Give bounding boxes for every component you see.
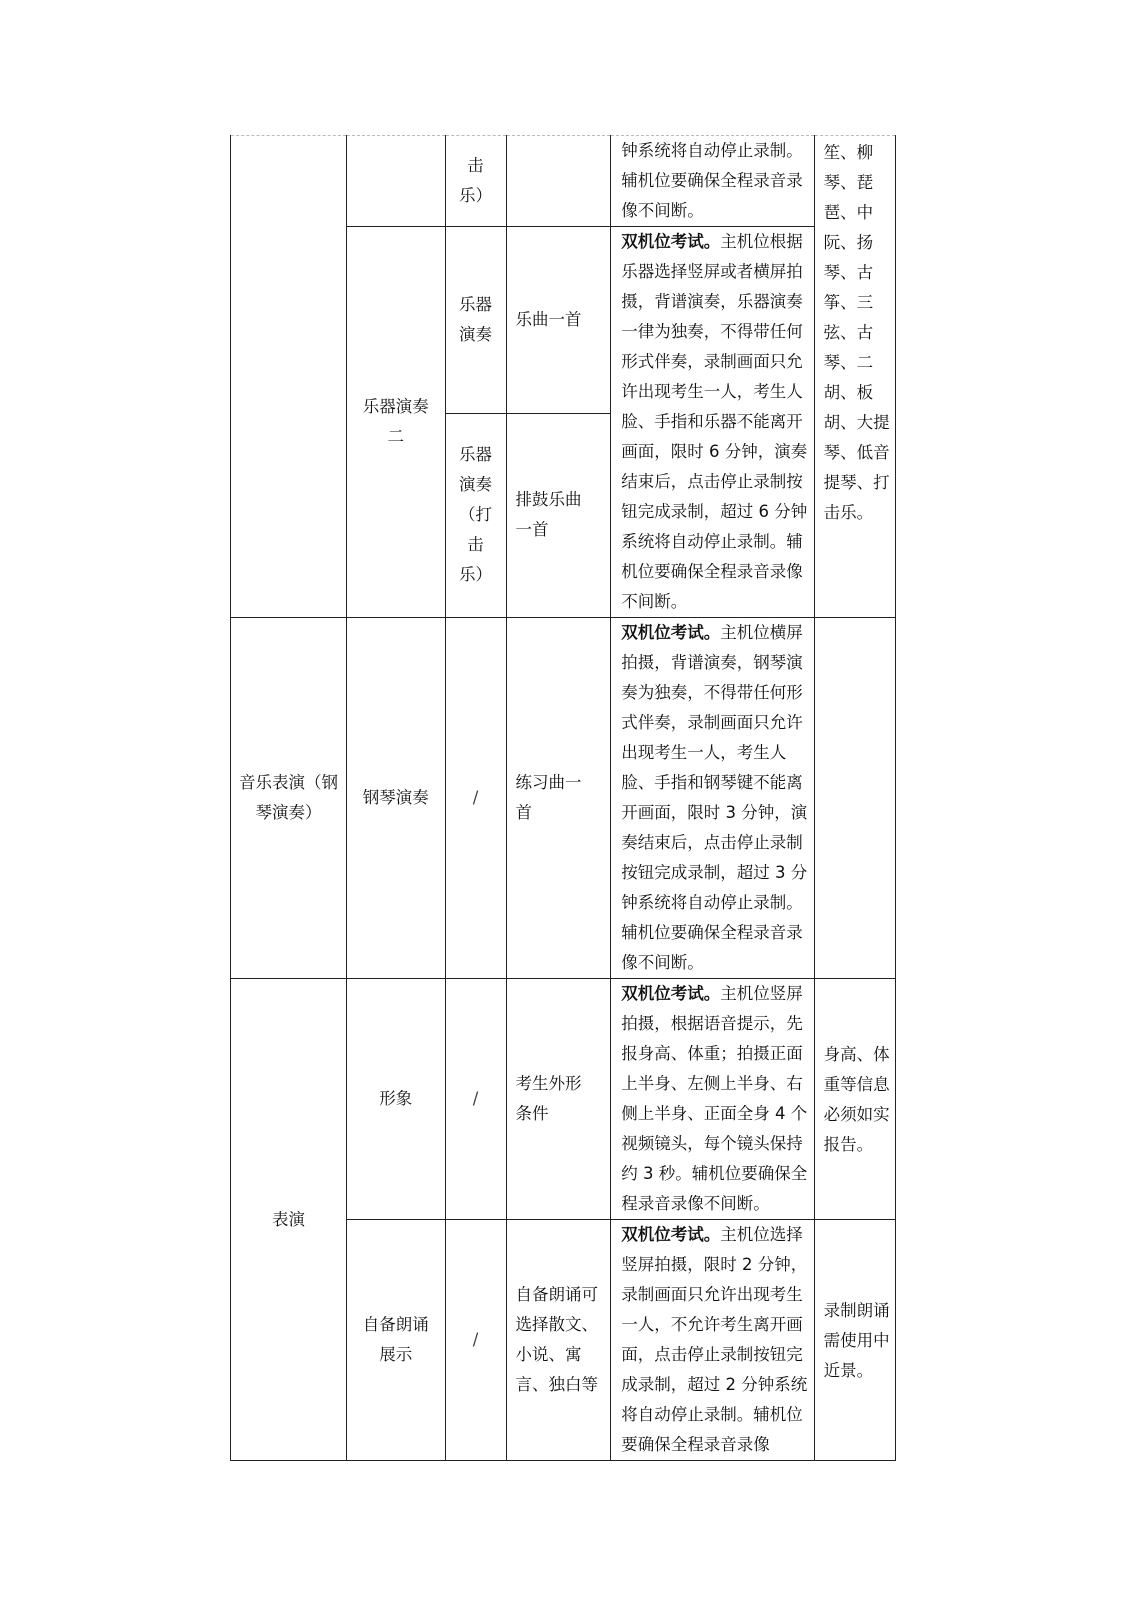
item-cell (346, 1220, 445, 1461)
note-cell (814, 136, 895, 618)
item-label: 钢琴演奏 (362, 788, 429, 807)
category-label: 表演 (271, 1209, 305, 1229)
note-cell (814, 1220, 895, 1461)
content-label: 考生外形条件 (515, 1074, 582, 1123)
category-cell (231, 136, 347, 618)
content-cell (506, 1220, 611, 1461)
requirement-cell (611, 979, 814, 1220)
note-cell (814, 618, 895, 979)
content-cell (506, 413, 611, 617)
requirement-cell (611, 227, 814, 618)
requirement-text: 钟系统将自动停止录制。辅机位要确保全程录音录像不间断。 (621, 141, 803, 220)
content-label: 乐曲一首 (515, 309, 582, 329)
note-text: 身高、体重等信息必须如实报告。 (823, 1045, 890, 1154)
item-label: 形象 (379, 1089, 413, 1108)
category-label: 音乐表演（钢琴演奏） (238, 773, 338, 822)
note-text: 录制朗诵需使用中近景。 (823, 1301, 890, 1380)
requirement-text: 主机位竖屏拍摄，根据语音提示，先报身高、体重；拍摄正面上半身、左侧上半身、右侧上半身、正面全身 4 个视频镜头，每个镜头保持约 3 秒。辅机位要确保全程录音录像不间断。 (621, 984, 808, 1213)
requirement-text: 主机位选择竖屏拍摄，限时 2 分钟，录制画面只允许出现考生一人，不允许考生离开画面，点击停止录制按钮完成录制，超过 2 分钟系统将自动停止录制。辅机位要确保全程录音录像 (621, 1225, 808, 1454)
requirement-cell (611, 136, 814, 227)
requirement-bold: 双机位考试。 (621, 623, 721, 642)
requirement-text: 主机位根据乐器选择竖屏或者横屏拍摄，背谱演奏，乐器演奏一律为独奏，不得带任何形式伴奏，录制画面只允许出现考生一人，考生人脸、手指和乐器不能离开画面，限时 6 分钟，演奏结束后，点击停止录制按钮完成录制，超过 6 分钟系统将自动停止录制。辅机位要确保全程录音录像不间断。 (621, 232, 808, 611)
sub-cell (445, 413, 506, 617)
item-label: 自备朗诵展示 (362, 1315, 429, 1364)
content-label: 练习曲一首 (515, 773, 582, 822)
table-row (231, 979, 896, 1220)
category-cell (231, 979, 347, 1461)
requirement-bold: 双机位考试。 (621, 232, 721, 251)
content-cell (506, 618, 611, 979)
requirement-cell (611, 1220, 814, 1461)
content-label: 排鼓乐曲一首 (515, 490, 582, 540)
slash-mark: / (472, 1089, 479, 1108)
sub-cell (445, 227, 506, 414)
slash-mark: / (472, 1330, 479, 1349)
note-instruments: 笙、柳琴、琵琶、中阮、扬琴、古筝、三弦、古琴、二胡、板胡、大提琴、低音提琴、打击乐。 (823, 143, 890, 522)
sub-cell (445, 618, 506, 979)
sub-cell (445, 1220, 506, 1461)
content-label: 自备朗诵可选择散文、小说、寓言、独白等 (515, 1285, 599, 1394)
item-cell (346, 136, 445, 227)
item-cell (346, 979, 445, 1220)
sub-label: 击 乐） (459, 156, 493, 205)
content-cell (506, 227, 611, 414)
sub-label: 乐器演奏（打击乐） (459, 445, 493, 585)
category-cell (231, 618, 347, 979)
sub-label: 乐器演奏 (459, 294, 493, 344)
table-row (231, 136, 896, 227)
item-cell (346, 618, 445, 979)
requirement-cell (611, 618, 814, 979)
requirement-text: 主机位横屏拍摄，背谱演奏，钢琴演奏为独奏，不得带任何形式伴奏，录制画面只允许出现考生一人，考生人脸、手指和钢琴键不能离开画面，限时 3 分钟，演奏结束后，点击停止录制按钮完成录制，超过 3 分钟系统将自动停止录制。辅机位要确保全程录音录像不间断。 (621, 623, 808, 972)
item-label: 乐器演奏二 (362, 397, 429, 446)
content-cell (506, 979, 611, 1220)
requirement-bold: 双机位考试。 (621, 1225, 721, 1244)
sub-cell (445, 136, 506, 227)
table-row (231, 618, 896, 979)
exam-requirements-table (230, 135, 896, 1461)
sub-cell (445, 979, 506, 1220)
requirement-bold: 双机位考试。 (621, 984, 721, 1003)
content-cell (506, 136, 611, 227)
item-cell (346, 227, 445, 618)
note-cell (814, 979, 895, 1220)
slash-mark: / (472, 788, 479, 807)
